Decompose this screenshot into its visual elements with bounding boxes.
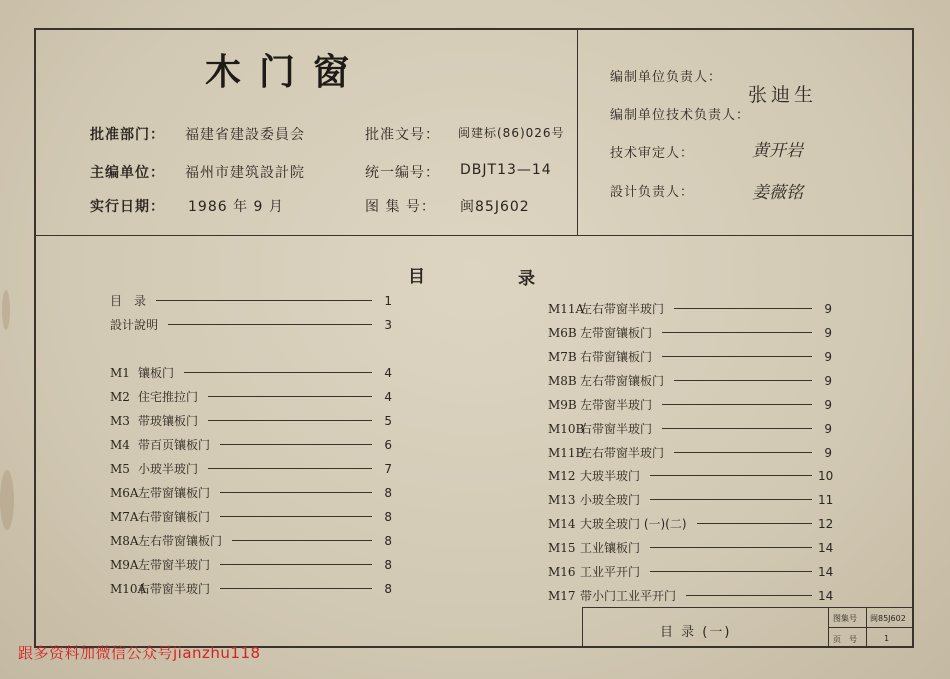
toc-row[interactable] <box>110 556 392 573</box>
toc-code: M8B <box>548 374 577 388</box>
toc-code: M1 <box>110 366 130 380</box>
toc-row[interactable] <box>548 563 832 580</box>
toc-row[interactable] <box>110 292 392 309</box>
toc-page-number: 8 <box>384 486 392 500</box>
toc-code: M4 <box>110 438 130 452</box>
toc-leader-line <box>650 547 812 548</box>
title-block-left <box>582 607 583 648</box>
signature-divider <box>577 28 578 235</box>
toc-row[interactable] <box>110 508 392 525</box>
toc-code: M16 <box>548 565 576 579</box>
toc-row[interactable] <box>110 484 392 501</box>
toc-title: 右带窗半玻门 <box>580 422 653 436</box>
toc-code: M9A <box>110 558 139 572</box>
page-value: 1 <box>884 634 890 643</box>
toc-leader-line <box>674 452 812 453</box>
toc-row[interactable] <box>110 580 392 597</box>
toc-row[interactable] <box>548 491 832 508</box>
toc-leader-line <box>208 396 372 397</box>
toc-page-number: 9 <box>824 374 832 388</box>
unified-no-label: 统一编号： <box>365 165 440 181</box>
toc-leader-line <box>156 300 372 301</box>
atlas-no-value: 闽85J602 <box>460 199 530 215</box>
toc-page-number: 8 <box>384 534 392 548</box>
toc-title: 右带窗半玻门 <box>138 582 211 596</box>
toc-leader-line <box>220 516 372 517</box>
approval-doc-value: 闽建标(86)026号 <box>458 126 565 140</box>
toc-title: 左右带窗镶板门 <box>138 534 223 548</box>
toc-leader-line <box>168 324 372 325</box>
toc-page-number: 14 <box>818 589 834 603</box>
toc-title: 左带窗半玻门 <box>138 558 211 572</box>
approval-dept-value: 福建省建設委員会 <box>185 127 305 143</box>
toc-title: 設计說明 <box>110 318 159 332</box>
toc-page-number: 14 <box>818 541 834 555</box>
signature-design-head: 姜薇铭 <box>752 183 803 203</box>
toc-leader-line <box>220 564 372 565</box>
toc-code: M9B <box>548 398 577 412</box>
paper-stain <box>2 290 10 330</box>
toc-row[interactable] <box>548 444 832 461</box>
toc-title: 目 录 <box>110 294 147 308</box>
toc-page-number: 1 <box>384 294 392 308</box>
toc-page-number: 8 <box>384 558 392 572</box>
atlas-value: 闽85J602 <box>870 614 906 623</box>
toc-code: M14 <box>548 517 576 531</box>
toc-code: M2 <box>110 390 130 404</box>
approval-doc-label: 批准文号： <box>365 127 440 143</box>
toc-code: M17 <box>548 589 576 603</box>
toc-page-number: 10 <box>818 469 834 483</box>
atlas-no-label: 图 集 号： <box>365 199 436 215</box>
toc-row[interactable] <box>548 300 832 317</box>
toc-leader-line <box>686 595 812 596</box>
toc-page-number: 4 <box>384 390 392 404</box>
toc-row[interactable] <box>110 316 392 333</box>
toc-title: 带玻镶板门 <box>138 414 199 428</box>
title-block-top <box>582 607 914 608</box>
toc-leader-line <box>662 428 812 429</box>
toc-heading-right: 录 <box>518 269 535 289</box>
toc-page-number: 4 <box>384 366 392 380</box>
toc-leader-line <box>650 571 812 572</box>
title-block-row-divider <box>828 627 914 628</box>
toc-leader-line <box>650 475 812 476</box>
toc-leader-line <box>208 420 372 421</box>
sheet-name: 目 录 (一) <box>660 625 732 640</box>
toc-title: 镶板门 <box>138 366 175 380</box>
effective-date-value: 1986 年 9 月 <box>188 199 284 215</box>
toc-page-number: 11 <box>818 493 834 507</box>
toc-code: M10A <box>110 582 147 596</box>
toc-leader-line <box>220 588 372 589</box>
toc-code: M8A <box>110 534 139 548</box>
toc-page-number: 5 <box>384 414 392 428</box>
toc-code: M7B <box>548 350 577 364</box>
page-label: 页 号 <box>833 635 857 644</box>
toc-title: 大玻全玻门 (一)(二) <box>580 517 687 531</box>
sign-label-design-head: 設计负责人： <box>610 185 695 200</box>
toc-row[interactable] <box>548 348 832 365</box>
toc-row[interactable] <box>110 532 392 549</box>
toc-title: 工业镶板门 <box>580 541 641 555</box>
toc-row[interactable] <box>548 467 832 484</box>
toc-title: 左右带窗半玻门 <box>580 302 665 316</box>
toc-code: M6B <box>548 326 577 340</box>
toc-code: M5 <box>110 462 130 476</box>
toc-page-number: 14 <box>818 565 834 579</box>
atlas-label: 图集号 <box>833 614 857 623</box>
toc-code: M10B <box>548 422 585 436</box>
toc-page-number: 9 <box>824 422 832 436</box>
toc-code: M11A <box>548 302 585 316</box>
signature-unit-head: 张迪生 <box>748 84 818 106</box>
toc-page-number: 3 <box>384 318 392 332</box>
toc-leader-line <box>674 308 812 309</box>
editor-unit-value: 福州市建筑設計院 <box>185 165 305 181</box>
toc-row[interactable] <box>110 388 392 405</box>
toc-page-number: 9 <box>824 446 832 460</box>
toc-title: 左带窗镶板门 <box>580 326 653 340</box>
toc-leader-line <box>697 523 812 524</box>
toc-leader-line <box>674 380 812 381</box>
toc-leader-line <box>232 540 372 541</box>
sign-label-unit-head: 编制单位负责人： <box>610 70 723 85</box>
toc-code: M11B <box>548 446 585 460</box>
toc-title: 住宅推拉门 <box>138 390 199 404</box>
toc-code: M15 <box>548 541 576 555</box>
toc-heading-left: 目 <box>408 267 425 287</box>
toc-row[interactable] <box>110 460 392 477</box>
sign-label-reviewer: 技术审定人： <box>610 146 695 161</box>
toc-leader-line <box>220 444 372 445</box>
toc-title: 左带窗半玻门 <box>580 398 653 412</box>
toc-page-number: 8 <box>384 582 392 596</box>
toc-row[interactable] <box>548 515 832 532</box>
toc-page-number: 12 <box>818 517 834 531</box>
approval-dept-label: 批准部门： <box>90 127 165 143</box>
toc-title: 右带窗镶板门 <box>580 350 653 364</box>
paper-stain <box>0 470 14 530</box>
toc-code: M7A <box>110 510 139 524</box>
toc-page-number: 7 <box>384 462 392 476</box>
toc-code: M13 <box>548 493 576 507</box>
toc-title: 工业平开门 <box>580 565 641 579</box>
toc-title: 带百页镶板门 <box>138 438 211 452</box>
toc-title: 右带窗镶板门 <box>138 510 211 524</box>
toc-row[interactable] <box>548 539 832 556</box>
toc-row[interactable] <box>548 420 832 437</box>
page-title: 木门窗 <box>205 52 368 93</box>
toc-code: M3 <box>110 414 130 428</box>
toc-code: M6A <box>110 486 139 500</box>
watermark: 跟多资料加微信公众号jianzhu118 <box>18 644 261 662</box>
toc-leader-line <box>220 492 372 493</box>
toc-leader-line <box>208 468 372 469</box>
toc-page-number: 6 <box>384 438 392 452</box>
toc-leader-line <box>662 404 812 405</box>
toc-leader-line <box>650 499 812 500</box>
toc-leader-line <box>184 372 372 373</box>
toc-title: 左带窗镶板门 <box>138 486 211 500</box>
editor-unit-label: 主编单位： <box>90 165 165 181</box>
toc-title: 小玻半玻门 <box>138 462 199 476</box>
toc-page-number: 9 <box>824 326 832 340</box>
toc-page-number: 8 <box>384 510 392 524</box>
toc-title: 带小门工业平开门 <box>580 589 677 603</box>
toc-page-number: 9 <box>824 398 832 412</box>
toc-title: 大玻半玻门 <box>580 469 641 483</box>
toc-code: M12 <box>548 469 576 483</box>
toc-page-number: 9 <box>824 302 832 316</box>
toc-row[interactable] <box>548 396 832 413</box>
toc-title: 左右带窗镶板门 <box>580 374 665 388</box>
toc-title: 小玻全玻门 <box>580 493 641 507</box>
toc-leader-line <box>662 356 812 357</box>
sign-label-tech-head: 编制单位技术负责人： <box>610 108 751 123</box>
toc-row[interactable] <box>548 324 832 341</box>
toc-title: 左右带窗半玻门 <box>580 446 665 460</box>
toc-row[interactable] <box>548 587 832 604</box>
toc-row[interactable] <box>110 436 392 453</box>
signature-reviewer: 黄开岩 <box>752 141 803 161</box>
effective-date-label: 实行日期： <box>90 199 165 215</box>
toc-leader-line <box>662 332 812 333</box>
toc-page-number: 9 <box>824 350 832 364</box>
toc-row[interactable] <box>548 372 832 389</box>
toc-row[interactable] <box>110 364 392 381</box>
toc-row[interactable] <box>110 412 392 429</box>
unified-no-value: DBJT13—14 <box>460 162 552 178</box>
header-divider <box>34 235 914 236</box>
